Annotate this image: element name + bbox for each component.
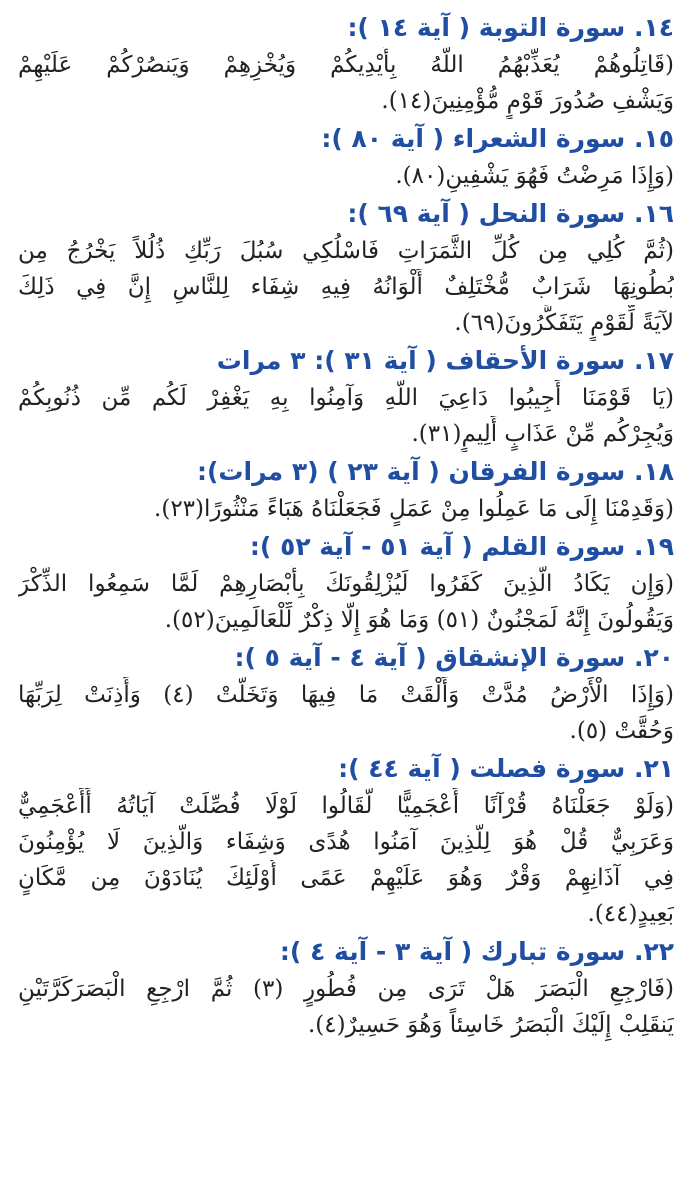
- verse-line: (يَا قَوْمَنَا أَجِيبُوا دَاعِيَ اللَّهِ وَآمِنُوا بِهِ يَغْفِرْ لَكُم مِّن ذُنُوبِكُمْ: [18, 385, 674, 411]
- surah-heading: ١٦. سورة النحل ( آية ٦٩ ):: [347, 199, 674, 228]
- verse-line: (وَلَوْ جَعَلْنَاهُ قُرْآنًا أَعْجَمِيًّا لَّقَالُوا لَوْلَا فُصِّلَتْ آيَاتُهُ أَأَعْجَمِيٌّ: [18, 793, 674, 819]
- verse-line: وَيُجِرْكُم مِّنْ عَذَابٍ أَلِيمٍ(٣١).: [411, 421, 674, 447]
- verse-line: (وَإِن يَكَادُ الَّذِينَ كَفَرُوا لَيُزْلِقُونَكَ بِأَبْصَارِهِمْ لَمَّا سَمِعُوا الذِّكْرَ: [18, 571, 674, 597]
- surah-heading: ١٤. سورة التوبة ( آية ١٤ ):: [347, 13, 674, 42]
- surah-entry: [18, 119, 674, 194]
- surah-heading: ١٥. سورة الشعراء ( آية ٨٠ ):: [321, 124, 674, 153]
- surah-heading: ٢٠. سورة الإنشقاق ( آية ٤ - آية ٥ ):: [234, 643, 674, 672]
- verse-line: (قَاتِلُوهُمْ يُعَذِّبْهُمُ اللَّهُ بِأَيْدِيكُمْ وَيُخْزِهِمْ وَيَنصُرْكُمْ عَلَيْهِمْ: [18, 52, 674, 78]
- surah-entry: [18, 194, 674, 341]
- surah-heading: ٢١. سورة فصلت ( آية ٤٤ ):: [338, 754, 674, 783]
- surah-entry: [18, 452, 674, 527]
- verse-line: يَنقَلِبْ إِلَيْكَ الْبَصَرُ خَاسِئاً وَهُوَ حَسِيرٌ(٤).: [308, 1012, 674, 1038]
- surah-entry: [18, 638, 674, 749]
- verse-line: وَحُقَّتْ (٥).: [569, 718, 674, 744]
- verse-line: بُطُونِهَا شَرَابٌ مُّخْتَلِفٌ أَلْوَانُهُ فِيهِ شِفَاء لِلنَّاسِ إِنَّ فِي ذَلِكَ: [18, 274, 674, 300]
- verse-line: (وَقَدِمْنَا إِلَى مَا عَمِلُوا مِنْ عَمَلٍ فَجَعَلْنَاهُ هَبَاءً مَنْثُورًا(٢٣).: [154, 496, 674, 522]
- verse-line: (وَإِذَا مَرِضْتُ فَهُوَ يَشْفِينِ(٨٠).: [395, 163, 674, 189]
- surah-heading: ٢٢. سورة تبارك ( آية ٣ - آية ٤ ):: [279, 937, 674, 966]
- surah-heading: ١٧. سورة الأحقاف ( آية ٣١ ): ٣ مرات: [216, 346, 674, 375]
- surah-entry: [18, 932, 674, 1043]
- surah-entry: [18, 8, 674, 119]
- verse-line: وَعَرَبِيٌّ قُلْ هُوَ لِلَّذِينَ آمَنُوا هُدًى وَشِفَاء وَالَّذِينَ لَا يُؤْمِنُونَ: [18, 829, 674, 855]
- verse-line: فِي آذَانِهِمْ وَقْرٌ وَهُوَ عَلَيْهِمْ عَمًى أُوْلَئِكَ يُنَادَوْنَ مِن مَّكَانٍ: [18, 865, 674, 891]
- verse-line: وَيَقُولُونَ إِنَّهُ لَمَجْنُونٌ (٥١) وَمَا هُوَ إِلَّا ذِكْرٌ لِّلْعَالَمِينَ(٥٢).: [164, 607, 674, 633]
- surah-entry: [18, 341, 674, 452]
- verse-line: بَعِيدٍ(٤٤).: [587, 901, 674, 927]
- verse-line: وَيَشْفِ صُدُورَ قَوْمٍ مُّؤْمِنِينَ(١٤).: [381, 88, 674, 114]
- surah-heading: ١٨. سورة الفرقان ( آية ٢٣ ) (٣ مرات):: [196, 457, 674, 486]
- verse-line: لآيَةً لِّقَوْمٍ يَتَفَكَّرُونَ(٦٩).: [454, 310, 674, 336]
- surah-heading: ١٩. سورة القلم ( آية ٥١ - آية ٥٢ ):: [249, 532, 674, 561]
- surah-entry: [18, 749, 674, 932]
- surah-entry: [18, 527, 674, 638]
- verse-line: (ثُمَّ كُلِي مِن كُلِّ الثَّمَرَاتِ فَاسْلُكِي سُبُلَ رَبِّكِ ذُلُلاً يَخْرُجُ مِن: [18, 238, 674, 264]
- verse-line: (فَارْجِعِ الْبَصَرَ هَلْ تَرَى مِن فُطُورٍ (٣) ثُمَّ ارْجِعِ الْبَصَرَكَرَّتَيْنِ: [18, 976, 674, 1002]
- verse-line: (وَإِذَا الْأَرْضُ مُدَّتْ وَأَلْقَتْ مَا فِيهَا وَتَخَلَّتْ (٤) وَأَذِنَتْ لِرَبِّهَا: [18, 682, 674, 708]
- verse-list: [18, 8, 674, 1043]
